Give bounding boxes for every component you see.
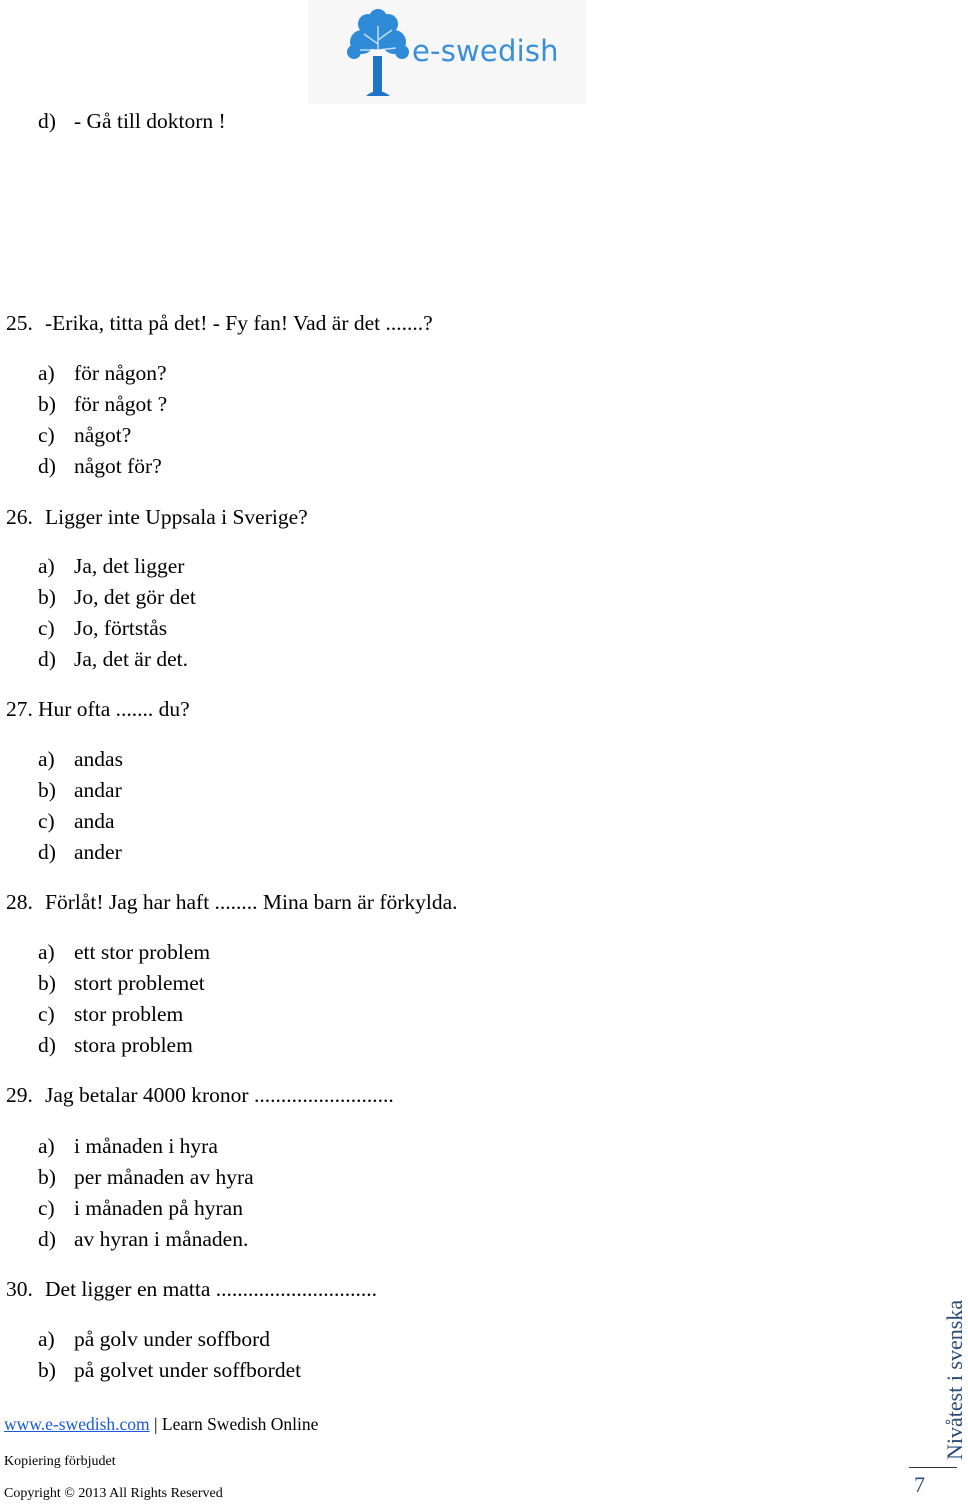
option-text: - Gå till doktorn ! <box>74 109 226 133</box>
option-text: stora problem <box>74 1033 193 1057</box>
option-letter: b) <box>38 971 56 995</box>
option-text: Ja, det är det. <box>74 647 189 671</box>
option-letter: b) <box>38 1165 56 1189</box>
option-text: i månaden på hyran <box>74 1196 243 1220</box>
option-letter: d) <box>38 454 56 478</box>
option-text: Jo, det gör det <box>74 585 196 609</box>
option-letter: c) <box>38 1002 55 1026</box>
tree-icon <box>338 6 418 106</box>
question-text: Ligger inte Uppsala i Sverige? <box>45 505 308 529</box>
option-text: andar <box>74 778 122 802</box>
option-letter: d) <box>38 840 56 864</box>
option-text: andas <box>74 747 123 771</box>
option-letter: b) <box>38 778 56 802</box>
question-text: Hur ofta ....... du? <box>38 697 190 721</box>
question-number: 29. <box>6 1083 33 1107</box>
option-letter: a) <box>38 361 55 385</box>
e-swedish-logo <box>308 0 586 104</box>
footer-tagline: | Learn Swedish Online <box>149 1414 319 1434</box>
option-letter: d) <box>38 1227 56 1251</box>
copy-notice: Kopiering förbjudet <box>4 1454 116 1469</box>
option-letter: c) <box>38 423 55 447</box>
question-number: 28. <box>6 890 33 914</box>
option-letter: a) <box>38 1327 55 1351</box>
page-number: 7 <box>914 1472 925 1497</box>
logo-text: e-swedish <box>412 34 559 68</box>
question-number: 26. <box>6 505 33 529</box>
footer-website <box>4 1414 318 1435</box>
option-text: stort problemet <box>74 971 205 995</box>
question-number: 30. <box>6 1277 33 1301</box>
question-text: Det ligger en matta .............................. <box>45 1277 377 1301</box>
option-letter: a) <box>38 747 55 771</box>
copyright: Copyright © 2013 All Rights Reserved <box>4 1486 223 1501</box>
option-letter: c) <box>38 616 55 640</box>
website-link[interactable]: www.e-swedish.com <box>4 1414 150 1434</box>
option-text: ander <box>74 840 122 864</box>
option-text: ett stor problem <box>74 940 211 964</box>
option-text: Ja, det ligger <box>74 554 185 578</box>
option-text: något för? <box>74 454 162 478</box>
option-text: Jo, förtstås <box>74 616 168 640</box>
option-text: på golv under soffbord <box>74 1327 271 1351</box>
option-letter: d) <box>38 109 56 133</box>
option-letter: d) <box>38 1033 56 1057</box>
question-number: 27. <box>6 697 33 721</box>
option-letter: d) <box>38 647 56 671</box>
option-text: anda <box>74 809 115 833</box>
question-text: -Erika, titta på det! - Fy fan! Vad är det .......? <box>45 311 433 335</box>
option-text: för något ? <box>74 392 168 416</box>
option-text: stor problem <box>74 1002 184 1026</box>
option-text: i månaden i hyra <box>74 1134 218 1158</box>
option-text: på golvet under soffbordet <box>74 1358 302 1382</box>
option-letter: a) <box>38 940 55 964</box>
option-text: per månaden av hyra <box>74 1165 254 1189</box>
option-text: något? <box>74 423 132 447</box>
option-text: av hyran i månaden. <box>74 1227 249 1251</box>
option-letter: c) <box>38 1196 55 1220</box>
option-letter: b) <box>38 585 56 609</box>
option-letter: b) <box>38 392 56 416</box>
question-text: Förlåt! Jag har haft ........ Mina barn är förkylda. <box>45 890 458 914</box>
question-number: 25. <box>6 311 33 335</box>
question-text: Jag betalar 4000 kronor .......................... <box>45 1083 394 1107</box>
divider <box>909 1467 957 1468</box>
option-text: för någon? <box>74 361 167 385</box>
side-title: Nivåtest i svenska <box>942 1299 967 1460</box>
option-letter: a) <box>38 554 55 578</box>
option-letter: a) <box>38 1134 55 1158</box>
option-letter: c) <box>38 809 55 833</box>
option-letter: b) <box>38 1358 56 1382</box>
